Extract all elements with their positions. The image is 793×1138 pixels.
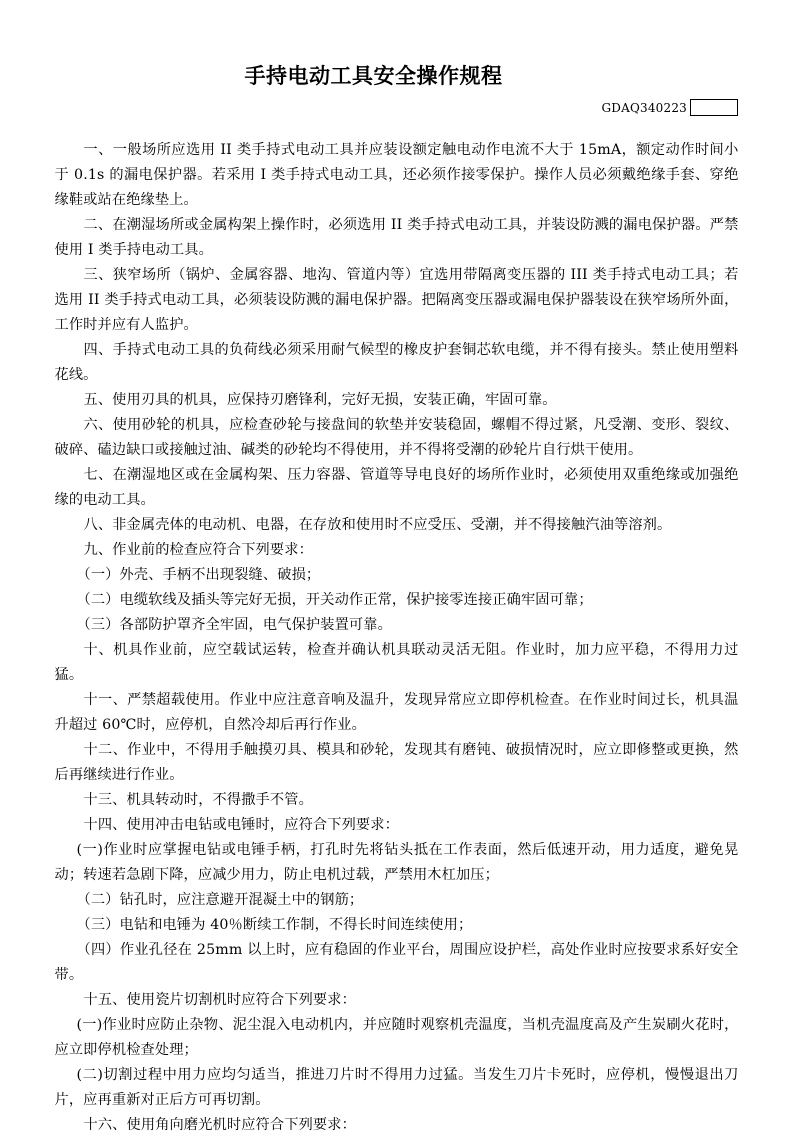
document-header: [0, 0, 793, 116]
document-code-input-box[interactable]: [690, 99, 738, 116]
clause-paragraph: 二、在潮湿场所或金属构架上操作时，必须选用 II 类手持式电动工具，并装设防溅的漏电保护器。严禁使用 I 类手持电动工具。: [54, 217, 739, 258]
sub-clause-paragraph: （一）外壳、手柄不出现裂缝、破损；: [76, 567, 321, 583]
sub-clause-paragraph: (二)切割过程中用力应均匀适当，推进刀片时不得用力过猛。当发生刀片卡死时，应停机，慢慢退出刀片，应再重新对正后方可再切割。: [54, 1067, 739, 1108]
document-body: [55, 116, 739, 1138]
document-code-label: GDAQ340223: [601, 100, 687, 115]
clause-paragraph: 八、非金属壳体的电动机、电器，在存放和使用时不应受压、受潮，并不得接触汽油等溶剂。: [83, 517, 672, 533]
sub-clause-paragraph: （三）各部防护罩齐全牢固，电气保护装置可靠。: [76, 617, 392, 633]
sub-clause-paragraph: (一)作业时应掌握电钻或电锤手柄，打孔时先将钻头抵在工作表面，然后低速开动，用力适度，避免晃动；转速若急剧下降，应减少用力，防止电机过载，严禁用木杠加压；: [54, 842, 739, 883]
clause-paragraph: 九、作业前的检查应符合下列要求：: [83, 542, 313, 558]
clause-paragraph: 十四、使用冲击电钻或电锤时，应符合下列要求：: [83, 817, 399, 833]
clause-paragraph: 十一、严禁超载使用。作业中应注意音响及温升，发现异常应立即停机检查。在作业时间过长，机具温升超过 60℃时，应停机，自然冷却后再行作业。: [54, 692, 739, 733]
clause-paragraph: 六、使用砂轮的机具，应检查砂轮与接盘间的软垫并安装稳固，螺帽不得过紧，凡受潮、变形、裂纹、破碎、磕边缺口或接触过油、碱类的砂轮均不得使用，并不得将受潮的砂轮片自行烘干使用。: [54, 417, 739, 458]
sub-clause-paragraph: （三）电钻和电锤为 40％断续工作制，不得长时间连续使用；: [76, 917, 473, 933]
clause-paragraph: 十二、作业中，不得用手触摸刃具、模具和砂轮，发现其有磨钝、破损情况时，应立即修整或更换，然后再继续进行作业。: [54, 742, 739, 783]
clause-paragraph: 四、手持式电动工具的负荷线必须采用耐气候型的橡皮护套铜芯软电缆，并不得有接头。禁止使用塑料花线。: [54, 342, 739, 383]
clause-paragraph: 十三、机具转动时，不得撒手不管。: [83, 792, 313, 808]
sub-clause-paragraph: （二）电缆软线及插头等完好无损，开关动作正常，保护接零连接正确牢固可靠；: [76, 592, 593, 608]
clause-paragraph: 七、在潮湿地区或在金属构架、压力容器、管道等导电良好的场所作业时，必须使用双重绝缘或加强绝缘的电动工具。: [54, 467, 739, 508]
document-code-row: [0, 99, 793, 116]
sub-clause-paragraph: （四）作业孔径在 25mm 以上时，应有稳固的作业平台，周围应设护栏，高处作业时应按要求系好安全带。: [54, 942, 739, 983]
clause-paragraph: 五、使用刃具的机具，应保持刃磨锋利，完好无损，安装正确，牢固可靠。: [83, 392, 557, 408]
clause-paragraph: 十五、使用瓷片切割机时应符合下列要求：: [83, 992, 356, 1008]
clause-paragraph: 十、机具作业前，应空载试运转，检查并确认机具联动灵活无阻。作业时，加力应平稳，不得用力过猛。: [54, 642, 739, 683]
clause-paragraph: 一、一般场所应选用 II 类手持式电动工具并应装设额定触电动作电流不大于 15mA，额定动作时间小于 0.1s 的漏电保护器。若采用 I 类手持式电动工具，还必须作接零保护。操作人员必须戴绝缘手套、穿绝缘鞋或站在绝缘垫上。: [54, 142, 739, 208]
clause-paragraph: 三、狭窄场所（锅炉、金属容器、地沟、管道内等）宜选用带隔离变压器的 III 类手持式电动工具；若选用 II 类手持式电动工具，必须装设防溅的漏电保护器。把隔离变压器或漏电保护器装设在狭窄场所外面，工作时并应有人监护。: [54, 267, 739, 333]
page-title: 手持电动工具安全操作规程: [244, 64, 503, 88]
sub-clause-paragraph: (一)作业时应防止杂物、泥尘混入电动机内，并应随时观察机壳温度，当机壳温度高及产生炭刷火花时，应立即停机检查处理；: [54, 1017, 739, 1058]
clause-paragraph: 十六、使用角向磨光机时应符合下列要求：: [83, 1117, 356, 1133]
sub-clause-paragraph: （二）钻孔时，应注意避开混凝土中的钢筋；: [76, 892, 364, 908]
